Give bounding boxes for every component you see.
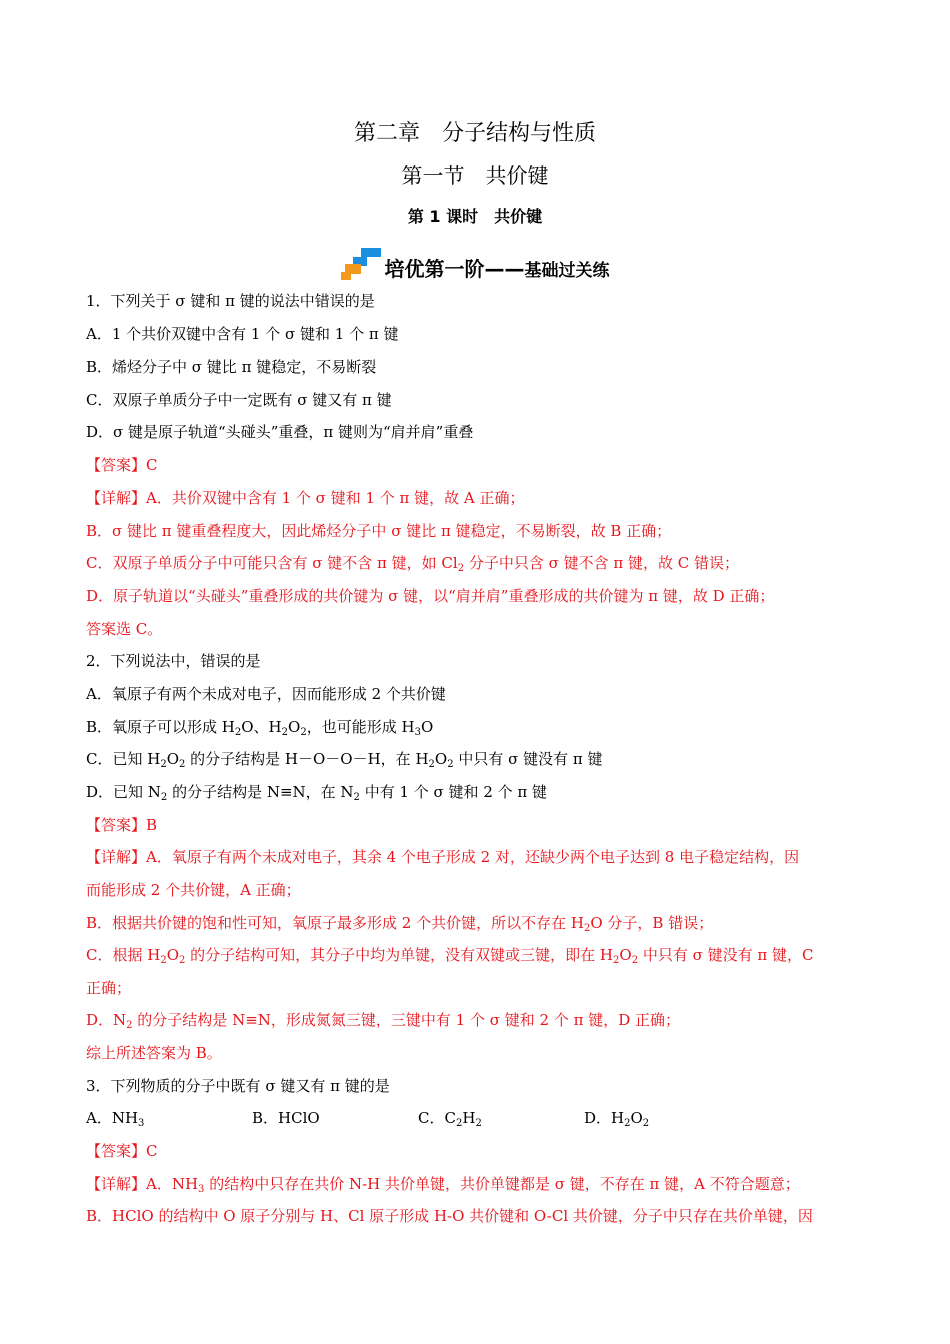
q2-explanation-3: C．根据 $H_2O_2$ 的分子结构可知，其分子中均为单键，没有双键或三键，即在 $H_2O_2$ 中只有 σ 键没有 π 键，C — [86, 946, 814, 966]
q3-explanation-2: B．HClO 的结构中 O 原子分别与 H、Cl 原子形成 H-O 共价键和 O-Cl 共价键，分子中只存在共价单键，因 — [86, 1207, 813, 1225]
lesson-title: 第 1 课时 共价键 — [407, 207, 543, 226]
practice-title-main: 培优第一阶 — [384, 257, 485, 281]
q3-options — [86, 1108, 880, 1128]
q2-option-a: A．氧原子有两个未成对电子，因而能形成 2 个共价键 — [86, 685, 446, 703]
q3-option-d: D．$H_2O_2$ — [584, 1109, 650, 1129]
q2-stem: 2．下列说法中，错误的是 — [86, 652, 261, 670]
q2-explanation-1: 【详解】A．氧原子有两个未成对电子，其余 4 个电子形成 2 对，还缺少两个电子达到 8 电子稳定结构，因 — [86, 848, 800, 866]
q1-option-c: C．双原子单质分子中一定既有 σ 键又有 π 键 — [86, 391, 392, 409]
q1-explanation-5: 答案选 C。 — [86, 620, 163, 638]
q1-answer: 【答案】C — [86, 456, 158, 474]
q2-explanation-5: 综上所述答案为 B。 — [86, 1044, 222, 1062]
q1-option-a: A．1 个共价双键中含有 1 个 σ 键和 1 个 π 键 — [86, 325, 399, 343]
q3-answer: 【答案】C — [86, 1142, 158, 1160]
q1-stem: 1．下列关于 σ 键和 π 键的说法中错误的是 — [86, 292, 375, 310]
q3-explanation-1: 【详解】A．$NH_3$ 的结构中只存在共价 N-H 共价单键，共价单键都是 σ 键，不存在 π 键，A 不符合题意； — [86, 1175, 800, 1195]
practice-title-sub: 基础过关练 — [524, 261, 610, 281]
q2-explanation-2: B．根据共价键的饱和性可知，氧原子最多形成 2 个共价键，所以不存在 $H_2O$ 分子，B 错误； — [86, 914, 714, 934]
q2-option-b: B．氧原子可以形成 $H_2O$、$H_2O_2$，也可能形成 $H_3O$ — [86, 718, 434, 738]
q3-option-b: B．HClO — [252, 1109, 320, 1127]
chapter-title: 第二章 分子结构与性质 — [353, 121, 596, 146]
q1-explanation-2: B．σ 键比 π 键重叠程度大，因此烯烃分子中 σ 键比 π 键稳定，不易断裂，故 B 正确； — [86, 522, 672, 540]
practice-title-dash: —— — [484, 257, 525, 281]
q1-explanation-3: C．双原子单质分子中可能只含有 σ 键不含 π 键，如 $Cl_2$ 分子中只含 σ 键不含 π 键，故 C 错误； — [86, 554, 740, 574]
q2-option-d: D．已知 $N_2$ 的分子结构是 N≡N，在 $N_2$ 中有 1 个 σ 键和 2 个 π 键 — [86, 783, 548, 803]
q2-explanation-3b: 正确； — [86, 979, 132, 997]
q3-option-a: A．$NH_3$ — [86, 1109, 145, 1129]
q3-stem: 3．下列物质的分子中既有 σ 键又有 π 键的是 — [86, 1077, 390, 1095]
q1-explanation-4: D．原子轨道以“头碰头”重叠形成的共价键为 σ 键，以“肩并肩”重叠形成的共价键为 π 键，故 D 正确； — [86, 587, 775, 605]
q1-explanation-1: 【详解】A．共价双键中含有 1 个 σ 键和 1 个 π 键，故 A 正确； — [86, 489, 525, 507]
practice-heading — [0, 248, 950, 282]
q2-option-c: C．已知 $H_2O_2$ 的分子结构是 H－O－O－H，在 $H_2O_2$ 中只有 σ 键没有 π 键 — [86, 750, 603, 770]
q2-answer: 【答案】B — [86, 816, 158, 834]
section-title: 第一节 共价键 — [401, 164, 549, 188]
q1-option-d: D．σ 键是原子轨道“头碰头”重叠，π 键则为“肩并肩”重叠 — [86, 423, 474, 441]
q1-option-b: B．烯烃分子中 σ 键比 π 键稳定，不易断裂 — [86, 358, 377, 376]
q2-explanation-4: D．$N_2$ 的分子结构是 N≡N，形成氮氮三键，三键中有 1 个 σ 键和 2 个 π 键，D 正确； — [86, 1011, 681, 1031]
q3-option-c: C．$C_2H_2$ — [418, 1109, 482, 1129]
stairs-logo-icon — [341, 248, 381, 280]
q2-explanation-1b: 而能形成 2 个共价键，A 正确； — [86, 881, 301, 899]
